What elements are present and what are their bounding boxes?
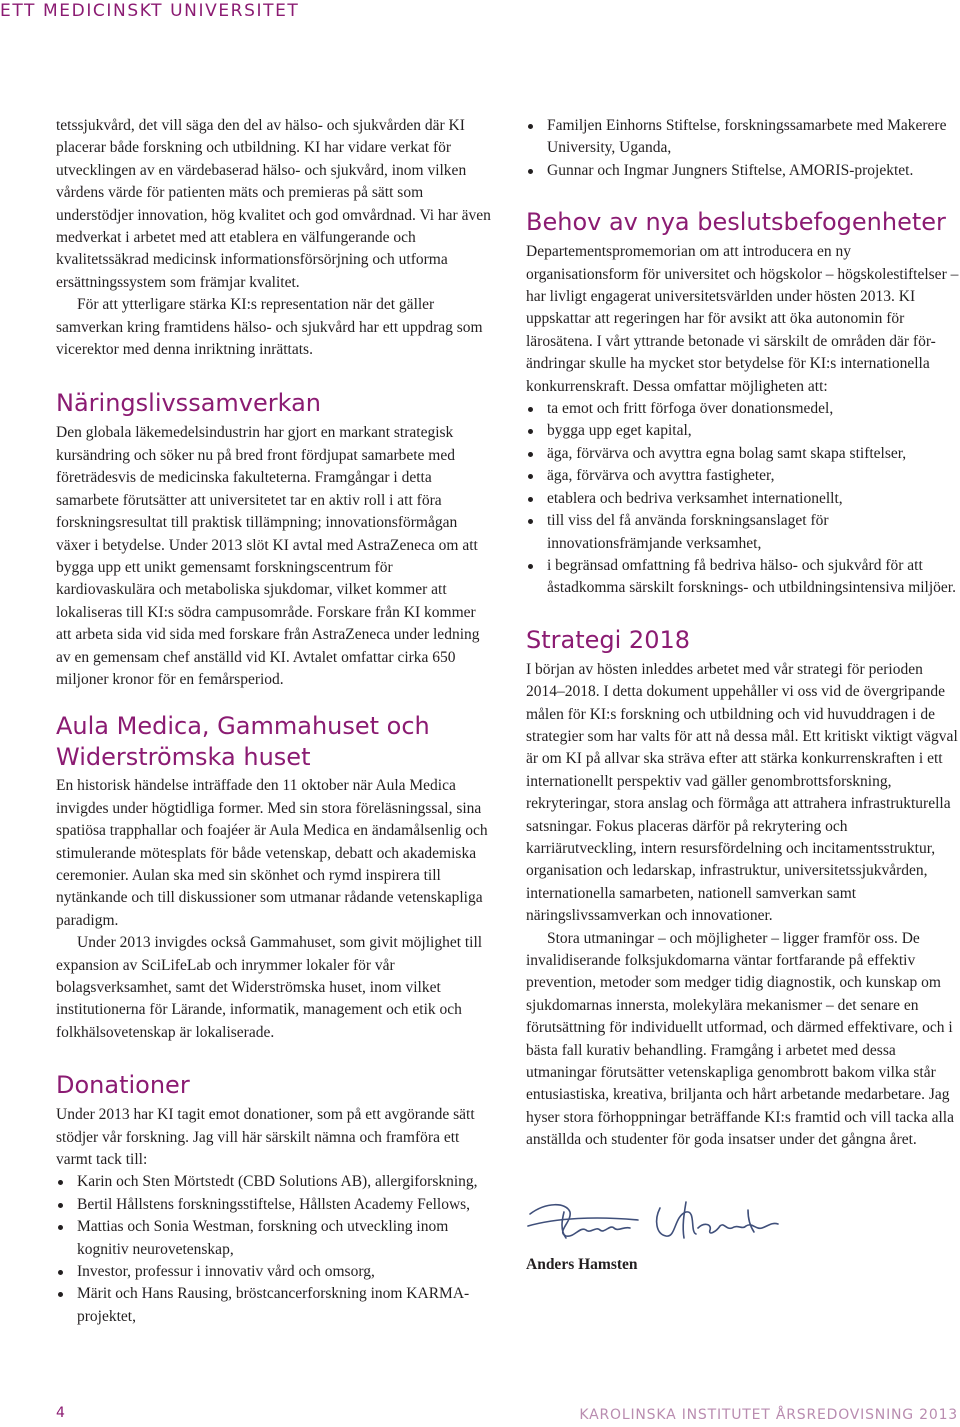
possibilities-list bbox=[526, 398, 960, 600]
donor-list-item: Märit och Hans Rausing, bröstcancerforskning inom KARMA-projektet, bbox=[56, 1283, 492, 1328]
heading-strategi: Strategi 2018 bbox=[526, 625, 691, 654]
possibility-list-item: etablera och bedriva verksamhet internationellt, bbox=[526, 488, 960, 510]
behov-paragraph: Departementspromemorian om att introducera en ny organisationsform för universitet och högskolor – högskolestiftelser – har livligt engagerat universitetsvärlden under hösten 2013. KI uppskattar att regeringen har för avsikt att öka autonomin för lärosätena. I vårt yttrande betonade vi särskilt de områden där för-ändringar skulle ha mycket stor betydelse för KI:s internationella konkurrenskraft. Dessa omfattar möjligheten att: bbox=[526, 243, 959, 395]
donor-list-item: Mattias och Sonia Westman, forskning och utveckling inom kognitiv neurovetenskap, bbox=[56, 1216, 492, 1261]
donationer-paragraph: Under 2013 har KI tagit emot donationer, som på ett avgörande sätt stödjer vår forskning. Jag vill här särskilt nämna och framföra ett varmt tack till: bbox=[56, 1106, 475, 1169]
heading-aula-line-2: Widerströmska huset bbox=[56, 743, 311, 772]
donor-list-item: Bertil Hållstens forskningsstiftelse, Hållsten Academy Fellows, bbox=[56, 1194, 492, 1216]
possibility-list-item: till viss del få använda forskningsanslaget för innovationsfrämjande verksamhet, bbox=[526, 510, 960, 555]
signature-image bbox=[526, 1196, 786, 1248]
possibility-list-item: äga, förvärva och avyttra fastigheter, bbox=[526, 465, 960, 487]
donor-list-item: Karin och Sten Mörtstedt (CBD Solutions AB), allergiforskning, bbox=[56, 1171, 492, 1193]
donor-list bbox=[56, 1171, 492, 1328]
heading-behov: Behov av nya beslutsbefogenheter bbox=[526, 208, 946, 237]
donor-list-item: Gunnar och Ingmar Jungners Stiftelse, AMORIS-projektet. bbox=[526, 160, 960, 182]
strategi-paragraph: I början av hösten inleddes arbetet med vår strategi för perioden 2014–2018. I detta dokument uppehåller vi oss vid de övergripande målen för KI:s forskning och utbildning och vid huvuddragen i de strategier som har valts för att nå dessa mål. Ett kritiskt viktigt vägval är om KI på allvar ska sträva efter att stärka konkurrenskraften i ett internationellt perspektiv vad gäller genombrottsforskning, rekryteringar, stora anslag och förmåga att attrahera infrastrukturella satsningar. Fokus placeras därför på rekrytering och karriärutveckling, intern resursfördelning och incitamentsstruktur, organisation och ledarskap, infrastruktur, universitetssjukvården, internationella samarbeten, nationell samverkan samt näringslivssamverkan och innovationer. bbox=[526, 660, 958, 925]
aula-paragraph: En historisk händelse inträffade den 11 oktober när Aula Medica invigdes under högtidliga former. Med sin stora föreläsningssal, sina spatiösa trapphallar och foajéer är Aula Medica en ändamålsenlig och stimulerande mötesplats för både vetenskap, debatt och akademiska ceremonier. Aulan ska med sin skönhet och rymd inspirera till nytänkande och till diskussioner som utmanar rådande vetenskapliga paradigm. bbox=[56, 777, 488, 929]
possibility-list-item: ta emot och fritt förfoga över donationsmedel, bbox=[526, 398, 960, 420]
donor-list-continued bbox=[526, 115, 960, 182]
heading-donationer: Donationer bbox=[56, 1071, 190, 1100]
left-column bbox=[56, 115, 492, 1328]
aula-paragraph-2: Under 2013 invigdes också Gammahuset, som givit möjlighet till expansion av SciLifeLab och inrymmer lokaler för vår bolagsverksamhet, samt det Widerströmska huset, inom vilket institutionerna för Lärande, informatik, management och etik och folkhälsovetenskap är lokaliserade. bbox=[56, 934, 483, 1041]
publication-title: KAROLINSKA INSTITUTET ÅRSREDOVISNING 2013 bbox=[579, 1407, 958, 1423]
running-head: ETT MEDICINSKT UNIVERSITET bbox=[0, 1, 300, 21]
heading-aula-medica bbox=[56, 711, 492, 773]
strategi-paragraph-2: Stora utmaningar – och möjligheter – ligger framför oss. De invalidiserande folksjukdomarna väntar fortfarande på effektiv prevention, metoder som medger tidig diagnostik, och kunskap om sjukdomarnas innersta, molekylära mekanismer – det senare en förutsättning för individuellt utformad, och därmed effektivare, och i bästa fall kurativ behandling. Framgång i arbetet med dessa utmaningar förutsätter vetenskapliga genombrott bakom vilka står entusiastiska, kreativa, briljanta och hårt arbetande medarbetare. Jag hyser stora förhoppningar beträffande KI:s framtid och vill tacka alla anställda och studenter för goda insatser under det gångna året. bbox=[526, 929, 954, 1149]
donor-list-item: Familjen Einhorns Stiftelse, forskningssamarbete med Makerere University, Uganda, bbox=[526, 115, 960, 160]
page-number: 4 bbox=[56, 1405, 65, 1421]
heading-naringslivssamverkan: Näringslivssamverkan bbox=[56, 389, 322, 418]
right-column bbox=[526, 115, 960, 1276]
intro-paragraph-2: För att ytterligare stärka KI:s representation när det gäller samverkan kring framtidens hälso- och sjukvård har ett uppdrag som vicerektor med denna inriktning inrättats. bbox=[56, 296, 483, 359]
heading-aula-line-1: Aula Medica, Gammahuset och bbox=[56, 712, 430, 741]
possibility-list-item: i begränsad omfattning få bedriva hälso- och sjukvård för att åstadkomma särskilt forsknings- och utbildningsintensiva miljöer. bbox=[526, 555, 960, 600]
intro-paragraph: tetssjukvård, det vill säga den del av hälso- och sjukvården där KI placerar både forskning och utbildning. KI har vidare verkat för utvecklingen av en värdebaserad hälso- och sjukvård, inom vilken vårdens värde för patienten mäts och premieras på sätt som understödjer innovation, hög kvalitet och god omvårdnad. Vi har även medverkat i arbetet med att etablera en välfungerande och kvalitetssäkrad medicinsk informationsförsörjning och utforma ersättningssystem som främjar kvalitet. bbox=[56, 117, 491, 291]
signature-name: Anders Hamsten bbox=[526, 1255, 638, 1273]
possibility-list-item: bygga upp eget kapital, bbox=[526, 420, 960, 442]
naringsliv-paragraph: Den globala läkemedelsindustrin har gjort en markant strategisk kursändring och söker nu på bred front fördjupat samarbete med företrädesvis de medicinska fakulteterna. Framgångar i detta samarbete förutsätter att universitetet tar en aktiv roll i att föra forskningsresultat till praktisk tillämpning; innovationsförmågan växer i betydelse. Under 2013 slöt KI avtal med AstraZeneca om att bygga upp ett unikt gemensamt forskningscentrum för kardiovaskulära och metaboliska sjukdomar, vilket kommer att lokaliseras till KI:s södra campusområde. Forskare från KI kommer att arbeta sida vid sida med forskare från AstraZeneca under ledning av en gemensam chef anställd vid KI. Avtalet omfattar cirka 650 miljoner kronor för en femårsperiod. bbox=[56, 424, 480, 688]
donor-list-item: Investor, professur i innovativ vård och omsorg, bbox=[56, 1261, 492, 1283]
possibility-list-item: äga, förvärva och avyttra egna bolag samt skapa stiftelser, bbox=[526, 443, 960, 465]
